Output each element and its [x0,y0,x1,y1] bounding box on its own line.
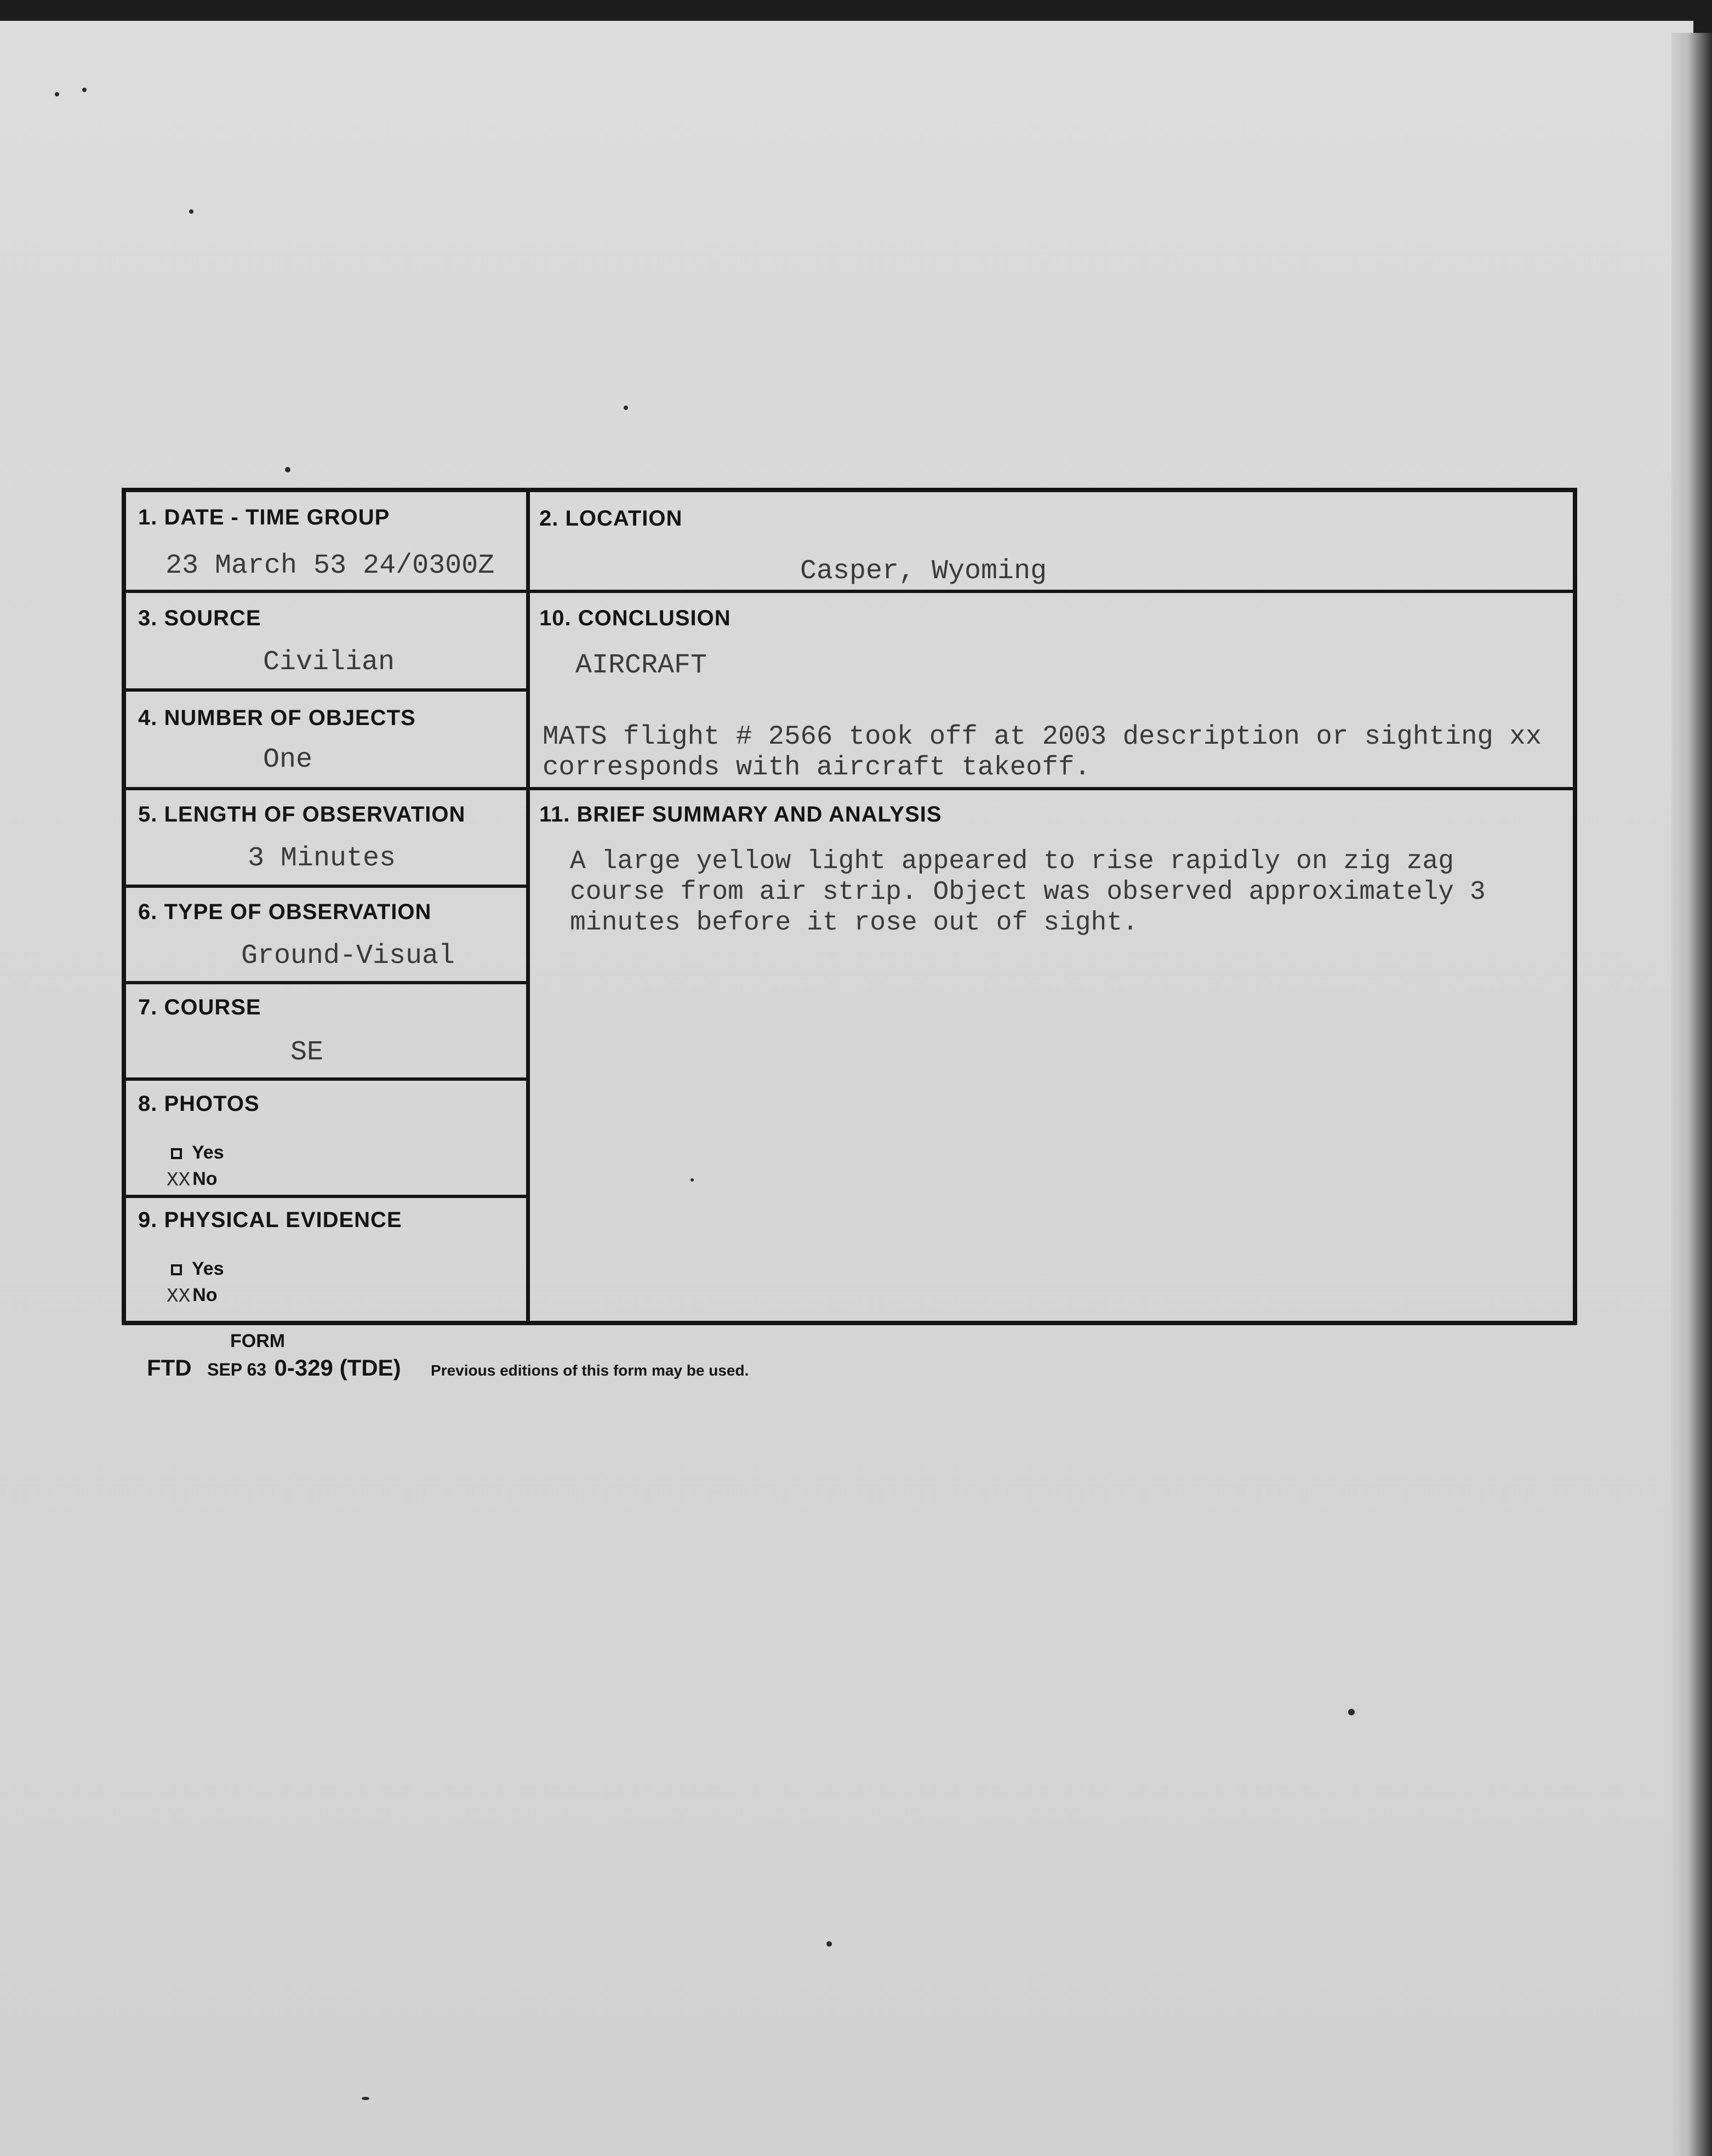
dust-speck [189,209,193,214]
photos-label: 8. PHOTOS [138,1092,260,1116]
photos-no-mark: XX [167,1168,191,1191]
physical-evidence-label: 9. PHYSICAL EVIDENCE [138,1208,402,1232]
physical-evidence-no-option[interactable] [167,1285,218,1308]
photos-no-label: No [192,1168,218,1189]
type-of-observation-label: 6. TYPE OF OBSERVATION [138,900,432,924]
dust-speck [826,1941,832,1947]
number-of-objects-value: One [263,744,313,775]
summary-text [570,846,1567,938]
checkbox-empty-icon [171,1148,182,1159]
row-divider [126,981,526,984]
row-divider [126,787,1573,790]
footer-form-number: 0-329 (TDE) [274,1355,401,1381]
row-divider [126,688,526,692]
footer-ftd: FTD [147,1355,192,1381]
type-of-observation-value: Ground-Visual [241,940,455,972]
photos-yes-label: Yes [192,1142,224,1163]
row-divider [126,885,526,888]
physical-evidence-yes-label: Yes [192,1258,224,1279]
row-divider [126,1195,526,1198]
location-value: Casper, Wyoming [800,556,1047,587]
conclusion-value: AIRCRAFT [575,650,707,681]
dust-speck [624,406,628,410]
source-value: Civilian [263,647,395,678]
course-label: 7. COURSE [138,995,261,1019]
checkbox-empty-icon [171,1264,182,1275]
dust-speck [1348,1709,1355,1715]
summary-label: 11. BRIEF SUMMARY AND ANALYSIS [539,802,942,826]
physical-evidence-no-mark: XX [167,1285,191,1308]
dust-speck [82,88,87,92]
row-divider [126,590,1573,593]
location-label: 2. LOCATION [539,506,683,531]
length-of-observation-label: 5. LENGTH OF OBSERVATION [138,802,466,826]
summary-line-1: A large yellow light appeared to rise rapidly on zig zag [570,847,1454,876]
source-label: 3. SOURCE [138,606,261,630]
column-divider [526,492,530,1321]
dust-speck [55,92,59,96]
conclusion-note-line-2: corresponds with aircraft takeoff. [543,752,1091,783]
date-time-group-value: 23 March 53 24/0300Z [166,550,495,581]
summary-line-2: course from air strip. Object was observed approximately 3 [570,877,1486,907]
course-value: SE [290,1037,324,1068]
length-of-observation-value: 3 Minutes [248,843,396,874]
summary-line-3: minutes before it rose out of sight. [570,908,1138,938]
conclusion-note-line-1: MATS flight # 2566 took off at 2003 description or sighting xx [543,721,1542,752]
photos-yes-option[interactable] [171,1142,224,1163]
date-time-group-label: 1. DATE - TIME GROUP [138,505,390,529]
footer-date: SEP 63 [207,1360,267,1379]
footer-notice: Previous editions of this form may be used. [431,1362,749,1379]
row-divider [126,1077,526,1081]
physical-evidence-yes-option[interactable] [171,1258,224,1280]
number-of-objects-label: 4. NUMBER OF OBJECTS [138,706,416,730]
dust-speck [285,467,290,472]
footer-line [147,1355,749,1381]
page-edge-shadow [1671,33,1712,2156]
footer-form-word: FORM [230,1331,286,1351]
conclusion-label: 10. CONCLUSION [539,606,731,630]
dust-speck [362,2097,369,2100]
report-form [122,488,1577,1325]
physical-evidence-no-label: No [192,1285,218,1305]
photos-no-option[interactable] [167,1168,218,1191]
